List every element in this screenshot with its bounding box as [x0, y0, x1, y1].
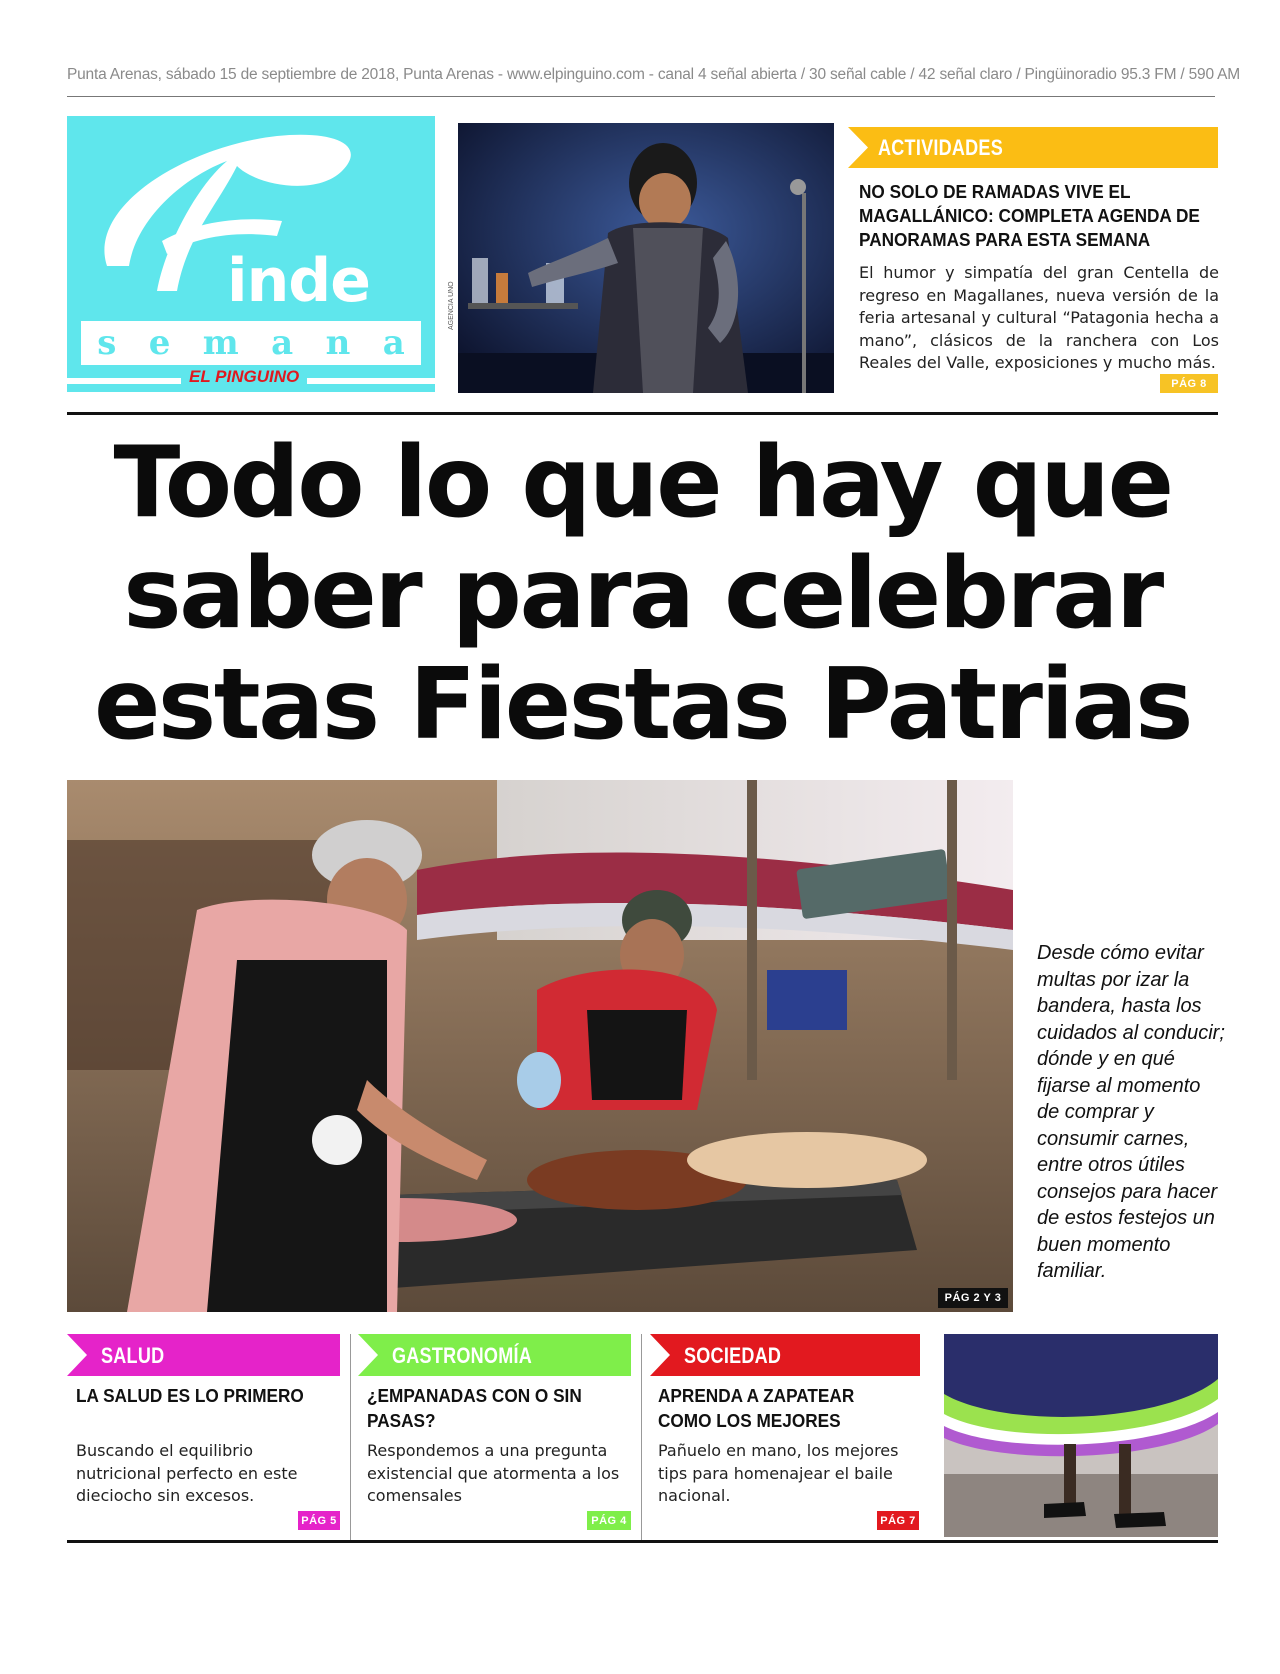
section-divider: [67, 412, 1218, 415]
top-divider: [67, 96, 1215, 97]
page-reference: PÁG 2 Y 3: [938, 1288, 1008, 1308]
bottom-divider: [67, 1540, 1218, 1543]
photo-credit: AGENCIA UNO: [448, 281, 455, 330]
gastronomia-banner: [358, 1334, 631, 1376]
semana-letter: a: [382, 323, 405, 363]
main-headline[interactable]: [67, 428, 1218, 761]
headline-line: saber para celebrar: [123, 537, 1162, 651]
sociedad-headline[interactable]: APRENDA A ZAPATEAR COMO LOS MEJORES: [658, 1385, 855, 1431]
salud-banner: [67, 1334, 340, 1376]
salud-summary: Buscando el equilibrio nutricional perfecto en este dieciocho sin excesos.: [76, 1441, 298, 1505]
publisher-strip: [67, 368, 435, 392]
semana-letter: s: [97, 323, 117, 363]
sociedad-summary: Pañuelo en mano, los mejores tips para homenajear el baile nacional.: [658, 1441, 899, 1505]
column-divider: [350, 1334, 351, 1542]
actividades-headline[interactable]: NO SOLO DE RAMADAS VIVE EL MAGALLÁNICO: COMPLETA AGENDA DE PANORAMAS PARA ESTA SEMANA: [859, 181, 1200, 250]
column-divider: [641, 1334, 642, 1542]
page-reference: PÁG 8: [1160, 374, 1218, 393]
section-label: SALUD: [101, 1343, 165, 1368]
headline-line: Todo lo que hay que: [113, 426, 1172, 540]
semana-letter: e: [148, 323, 171, 363]
semana-letter: n: [325, 323, 351, 363]
headline-line: estas Fiestas Patrias: [93, 648, 1192, 762]
page-reference: PÁG 4: [587, 1511, 631, 1530]
page-reference: PÁG 7: [877, 1511, 919, 1530]
finde-semana-logo: [67, 116, 435, 392]
semana-letter: m: [202, 323, 239, 363]
semana-letter: a: [271, 323, 294, 363]
gastronomia-summary: Respondemos a una pregunta existencial que atormenta a los comensales: [367, 1441, 620, 1505]
section-label: SOCIEDAD: [684, 1343, 782, 1368]
publisher-name: EL PINGUINO: [181, 367, 307, 387]
logo-word: inde: [227, 246, 370, 316]
dateline-info: Punta Arenas, sábado 15 de septiembre de 2018, Punta Arenas - www.elpinguino.com - canal 4 señal abierta / 30 señal cable / 42 señal claro / Pingüinoradio 95.3 FM / 590 AM: [67, 66, 1240, 83]
actividades-summary: El humor y simpatía del gran Centella de regreso en Magallanes, nueva versión de la feria artesanal y cultural “Patagonia hecha a mano”, clásicos de la ranchera con Los Reales del Valle, exposiciones y mucho más.: [859, 263, 1219, 372]
section-label: ACTIVIDADES: [878, 135, 1003, 160]
cueca-dancer-photo: [944, 1334, 1218, 1537]
page-reference: PÁG 5: [298, 1511, 340, 1530]
grill-photo: [67, 780, 1013, 1312]
main-story-blurb: Desde cómo evitar multas por izar la bandera, hasta los cuidados al conducir; dónde y en qué fijarse al momento de comprar y consumir carnes, entre otros útiles consejos para hacer de estos festejos un buen momento familiar.: [1037, 942, 1225, 1282]
salud-headline[interactable]: LA SALUD ES LO PRIMERO: [76, 1385, 304, 1406]
performer-photo: [458, 123, 834, 393]
gastronomia-headline[interactable]: ¿EMPANADAS CON O SIN PASAS?: [367, 1385, 582, 1431]
actividades-banner: [848, 127, 1218, 168]
logo-semana: [81, 321, 421, 365]
sociedad-banner: [650, 1334, 920, 1376]
section-label: GASTRONOMÍA: [392, 1343, 533, 1368]
